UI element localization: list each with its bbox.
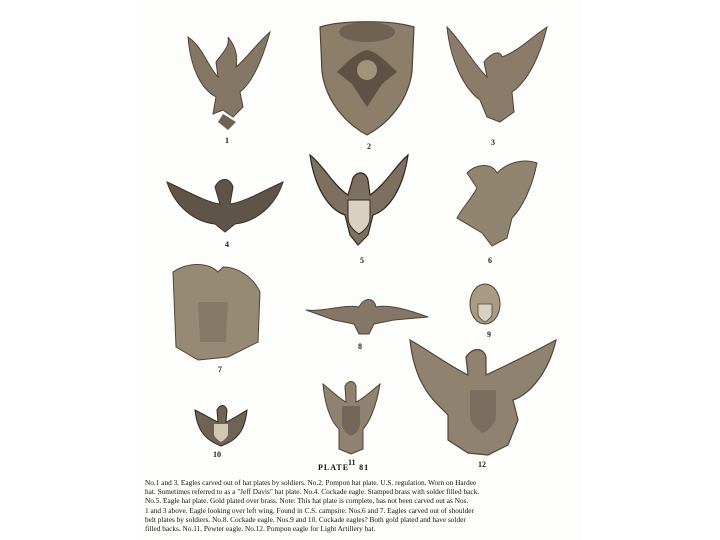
figure-label: 6 [488,256,492,265]
figure-11-pewter-eagle [318,374,384,456]
figure-label: 12 [478,460,486,469]
figure-7-eagle [168,262,266,362]
figure-label: 8 [358,342,362,351]
figure-8-cockade-eagle [304,292,430,336]
figure-label: 9 [487,330,491,339]
figure-3-eagle [442,22,552,130]
figure-label: 1 [225,136,229,145]
figure-10-cockade-eagle [193,400,249,448]
plate-number: 81 [359,463,370,472]
figure-6-eagle [452,158,540,248]
figure-9-cockade-eagle [468,282,502,326]
caption-line: belt plates by soldiers. No.8. Cockade eagle. Nos.9 and 10. Cockade eagles? Both gold plated and have solder [145,514,466,524]
plate-caption [145,478,577,533]
figure-label: 2 [367,142,371,151]
figure-label: 4 [225,240,229,249]
figure-4-cockade-eagle [165,162,285,234]
figure-1-eagle [178,22,278,132]
caption-line: No.5. Eagle hat plate. Gold plated over brass. Note: This hat plate is complete, has not been carved out as Nos. [145,496,469,506]
caption-line: filled backs. No.11. Pewter eagle. No.12. Pompon eagle for Light Artillery hat. [145,524,376,534]
caption-line: 1 and 3 above. Eagle looking over left wing. Found in C.S. campsite. Nos.6 and 7. Eagles carved out of shoulder [145,505,474,515]
caption-line: No.1 and 3. Eagles carved out of hat plates by soldiers. No.2. Pompon hat plate. U.S. regulation. Worn on Hardee [145,478,477,487]
figure-label: 3 [491,138,495,147]
figure-label: 10 [213,450,221,459]
plate-title [318,463,369,472]
caption-line: hat. Sometimes referred to as a "Jeff Davis" hat plate. No.4. Cockade eagle. Stamped brass with solder filled back. [145,487,480,497]
figure-2-pompon-plate [312,12,422,137]
figure-5-eagle-hat-plate [308,150,410,250]
figure-label: 11 [348,458,356,467]
figure-label: 5 [360,256,364,265]
figure-12-pompon-eagle [408,335,558,460]
plate-label: PLATE [318,463,350,472]
figure-label: 7 [218,365,222,374]
